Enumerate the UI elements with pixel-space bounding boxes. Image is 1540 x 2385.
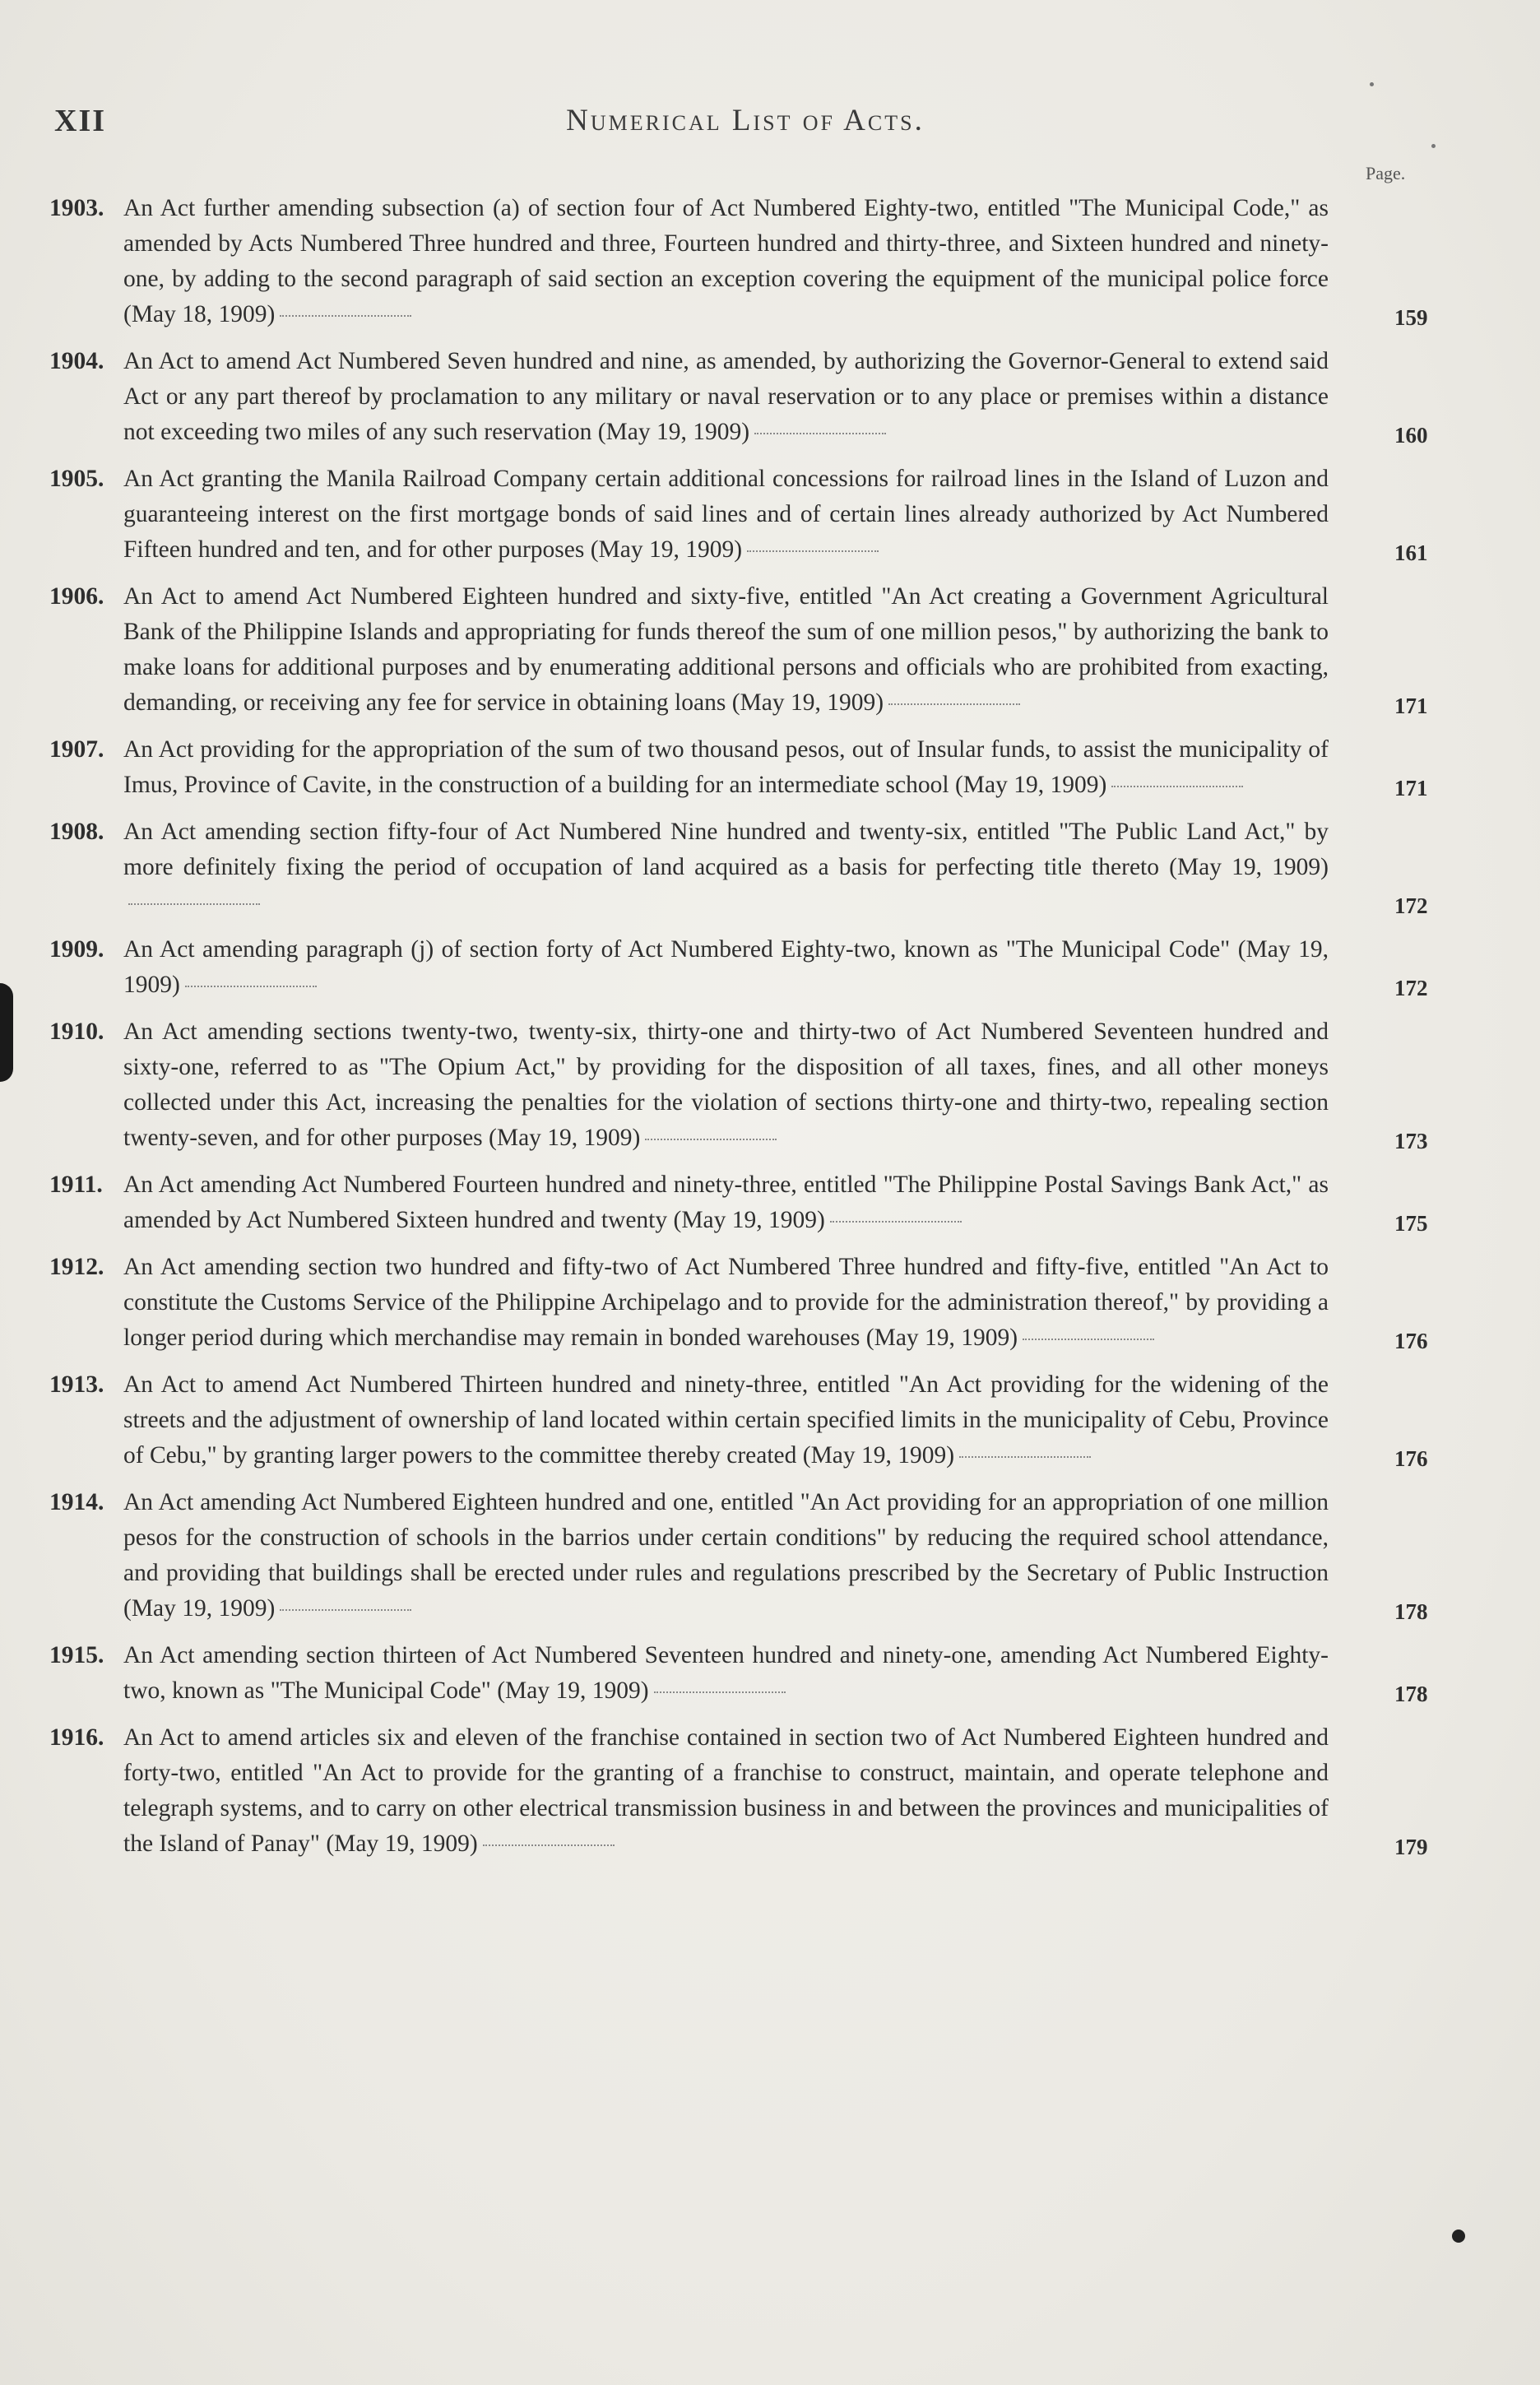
- act-title: [123, 814, 1329, 921]
- act-page-number: 159: [1394, 305, 1428, 330]
- act-title-text: An Act to amend Act Numbered Thirteen hundred and ninety-three, entitled "An Act providing for the widening of the streets and the adjustment of ownership of land located within certain specified limits in the municipality of Cebu, Province of Cebu," by granting larger powers to the committee thereby created (May 19, 1909): [123, 1371, 1329, 1469]
- act-entry: [49, 1367, 1448, 1473]
- act-page-number: 161: [1394, 541, 1428, 565]
- act-number: 1907.: [49, 736, 104, 763]
- act-page-number: 171: [1394, 694, 1428, 718]
- act-title-text: An Act further amending subsection (a) of section four of Act Numbered Eighty-two, entitled "The Municipal Code," as amended by Acts Numbered Three hundred and three, Fourteen hundred and thirty-three, and Sixteen hundred and ninety-one, by adding to the second paragraph of said section an exception covering the equipment of the municipal police force (May 18, 1909): [123, 195, 1329, 327]
- act-number: 1903.: [49, 195, 104, 221]
- act-number: 1909.: [49, 936, 104, 963]
- act-title-text: An Act amending section thirteen of Act Numbered Seventeen hundred and ninety-one, amending Act Numbered Eighty-two, known as "The Municipal Code" (May 19, 1909): [123, 1642, 1329, 1704]
- page-number-label: XII: [54, 104, 107, 138]
- act-entry: [49, 579, 1448, 721]
- act-title: [123, 191, 1329, 332]
- scan-edge-mark: [0, 983, 13, 1082]
- leader-dots: [754, 433, 886, 434]
- act-title-text: An Act amending paragraph (j) of section forty of Act Numbered Eighty-two, known as "The Municipal Code" (May 19, 1909): [123, 936, 1329, 998]
- leader-dots: [747, 550, 879, 552]
- ink-spot: [1431, 144, 1436, 148]
- act-title-text: An Act granting the Manila Railroad Company certain additional concessions for railroad lines in the Island of Luzon and guaranteeing interest on the first mortgage bonds of said lines and of certain lines already authorized by Act Numbered Fifteen hundred and ten, and for other purposes (May 19, 1909): [123, 466, 1329, 563]
- act-title: [123, 1638, 1329, 1709]
- act-page-number: 171: [1394, 776, 1428, 800]
- leader-dots: [280, 1609, 411, 1611]
- act-number: 1912.: [49, 1254, 104, 1280]
- act-title: [123, 579, 1329, 721]
- act-number: 1911.: [49, 1172, 103, 1198]
- leader-dots: [185, 986, 317, 987]
- page-column-heading: Page.: [1366, 163, 1406, 183]
- acts-list: [49, 191, 1448, 1873]
- act-page-number: 160: [1394, 423, 1428, 448]
- act-entry: [49, 1250, 1448, 1356]
- ink-spot: [1370, 82, 1374, 86]
- leader-dots: [1023, 1339, 1154, 1340]
- act-title-text: An Act amending section fifty-four of Act Numbered Nine hundred and twenty-six, entitled "The Public Land Act," by more definitely fixing the period of occupation of land acquired as a basis for perfecting title thereto (May 19, 1909): [123, 819, 1329, 880]
- leader-dots: [280, 315, 411, 317]
- act-title: [123, 1250, 1329, 1356]
- act-entry: [49, 1720, 1448, 1862]
- act-title-text: An Act providing for the appropriation of the sum of two thousand pesos, out of Insular funds, to assist the municipality of Imus, Province of Cavite, in the construction of a building for an intermediate school (May 19, 1909): [123, 736, 1329, 798]
- act-number: 1905.: [49, 466, 104, 492]
- leader-dots: [483, 1844, 615, 1846]
- act-page-number: 178: [1394, 1682, 1428, 1706]
- act-page-number: 179: [1394, 1835, 1428, 1859]
- act-title: [123, 932, 1329, 1003]
- act-entry: [49, 1485, 1448, 1626]
- act-title: [123, 344, 1329, 450]
- act-entry: [49, 732, 1448, 803]
- act-entry: [49, 814, 1448, 921]
- act-page-number: 176: [1394, 1446, 1428, 1471]
- leader-dots: [959, 1456, 1091, 1458]
- ink-spot: [1452, 2230, 1465, 2243]
- act-title-text: An Act amending Act Numbered Eighteen hundred and one, entitled "An Act providing for an appropriation of one million pesos for the construction of schools in the barrios under certain conditions" by reducing the required school attendance, and providing that buildings shall be erected under rules and regulations prescribed by the Secretary of Public Instruction (May 19, 1909): [123, 1489, 1329, 1622]
- act-page-number: 172: [1394, 976, 1428, 1000]
- act-entry: [49, 1638, 1448, 1709]
- act-title-text: An Act amending sections twenty-two, twenty-six, thirty-one and thirty-two of Act Numbered Seventeen hundred and sixty-one, referred to as "The Opium Act," by providing for the disposition of all taxes, fines, and all other moneys collected under this Act, increasing the penalties for the violation of sections thirty-one and thirty-two, repealing section twenty-seven, and for other purposes (May 19, 1909): [123, 1018, 1329, 1151]
- leader-dots: [888, 703, 1020, 705]
- act-title-text: An Act amending Act Numbered Fourteen hundred and ninety-three, entitled "The Philippine Postal Savings Bank Act," as amended by Act Numbered Sixteen hundred and twenty (May 19, 1909): [123, 1172, 1329, 1233]
- act-page-number: 178: [1394, 1599, 1428, 1624]
- act-number: 1908.: [49, 819, 104, 845]
- act-page-number: 175: [1394, 1211, 1428, 1236]
- act-entry: [49, 1167, 1448, 1238]
- act-title: [123, 732, 1329, 803]
- act-title: [123, 1720, 1329, 1862]
- act-number: 1910.: [49, 1018, 104, 1045]
- act-number: 1914.: [49, 1489, 104, 1515]
- leader-dots: [654, 1691, 786, 1693]
- act-number: 1916.: [49, 1724, 104, 1751]
- act-number: 1913.: [49, 1371, 104, 1398]
- act-title-text: An Act to amend articles six and eleven of the franchise contained in section two of Act Numbered Eighteen hundred and forty-two, entitled "An Act to provide for the granting of a franchise to construct, maintain, and operate telephone and telegraph systems, and to carry on other electrical transmission business in and between the provinces and municipalities of the Island of Panay" (May 19, 1909): [123, 1724, 1329, 1857]
- act-number: 1915.: [49, 1642, 104, 1668]
- leader-dots: [128, 903, 260, 905]
- running-title: Numerical List of Acts.: [566, 104, 925, 137]
- act-number: 1904.: [49, 348, 104, 374]
- act-number: 1906.: [49, 583, 104, 610]
- act-entry: [49, 462, 1448, 568]
- act-entry: [49, 932, 1448, 1003]
- act-page-number: 176: [1394, 1329, 1428, 1353]
- leader-dots: [830, 1221, 962, 1223]
- act-title-text: An Act to amend Act Numbered Eighteen hundred and sixty-five, entitled "An Act creating a Government Agricultural Bank of the Philippine Islands and appropriating for funds thereof the sum of one million pesos," by authorizing the bank to make loans for additional purposes and by enumerating additional persons and officials who are prohibited from exacting, demanding, or receiving any fee for service in obtaining loans (May 19, 1909): [123, 583, 1329, 716]
- act-page-number: 173: [1394, 1129, 1428, 1153]
- act-entry: [49, 1014, 1448, 1156]
- act-title-text: An Act amending section two hundred and fifty-two of Act Numbered Three hundred and fifty-five, entitled "An Act to constitute the Customs Service of the Philippine Archipelago and to provide for the administration thereof," by providing a longer period during which merchandise may remain in bonded warehouses (May 19, 1909): [123, 1254, 1329, 1351]
- act-title: [123, 1167, 1329, 1238]
- act-entry: [49, 191, 1448, 332]
- act-title: [123, 1485, 1329, 1626]
- act-title: [123, 1014, 1329, 1156]
- leader-dots: [645, 1139, 777, 1140]
- act-title: [123, 1367, 1329, 1473]
- leader-dots: [1111, 786, 1243, 787]
- act-page-number: 172: [1394, 893, 1428, 918]
- act-entry: [49, 344, 1448, 450]
- act-title-text: An Act to amend Act Numbered Seven hundred and nine, as amended, by authorizing the Governor-General to extend said Act or any part thereof by proclamation to any military or naval reservation or to any place or premises within a distance not exceeding two miles of any such reservation (May 19, 1909): [123, 348, 1329, 445]
- page-header: [54, 103, 1436, 152]
- act-title: [123, 462, 1329, 568]
